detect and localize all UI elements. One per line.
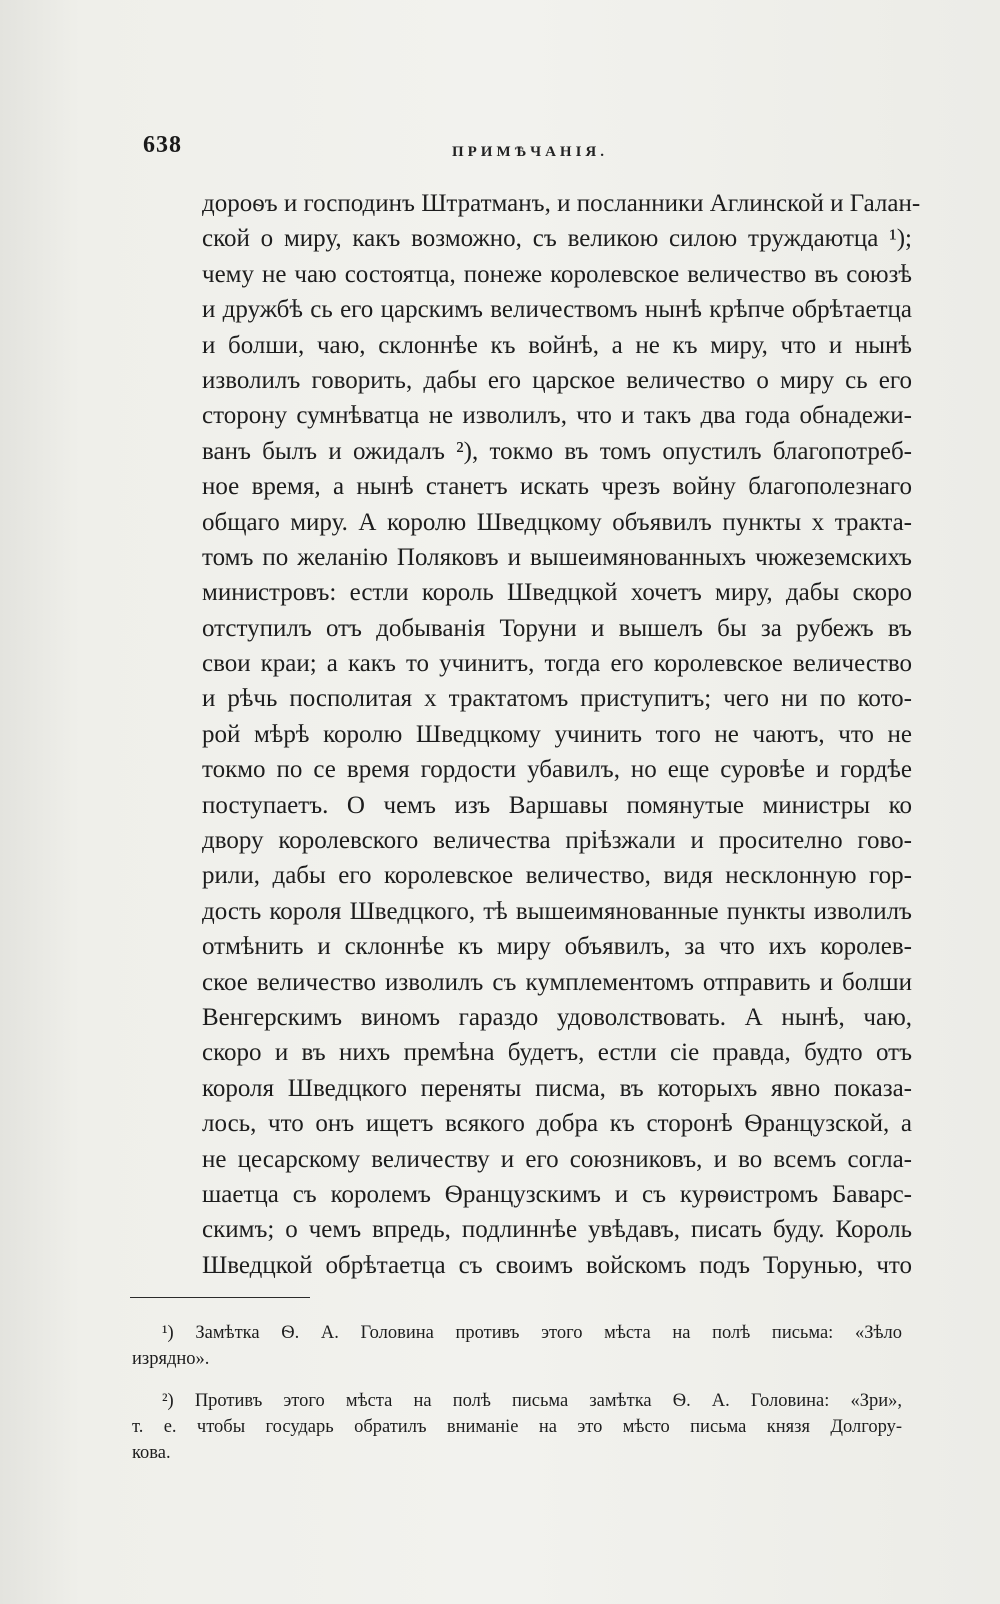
footnote-line: кова. <box>132 1443 171 1463</box>
footnote-line: изрядно». <box>132 1349 210 1369</box>
text-line: отступилъ отъ добыванія Торуни и вышелъ бы за рубежъ въ <box>202 614 912 642</box>
text-line: дороѳъ и господинъ Штратманъ, и посланники Аглинской и Галан- <box>202 190 921 217</box>
text-line: Венгерскимъ виномъ гараздо удоволствовать. А нынѣ, чаю, <box>202 1003 912 1031</box>
text-line: ское величество изволилъ съ кумплементомъ отправить и болши <box>202 968 912 996</box>
text-line: токмо по се время гордости убавилъ, но еще суровѣе и гордѣе <box>202 756 912 784</box>
text-line: рой мѣрѣ королю Шведцкому учинить того не чаютъ, что не <box>202 720 912 748</box>
text-line: дость короля Шведцкого, тѣ вышеимянованные пункты изволилъ <box>202 897 912 925</box>
text-line: отмѣнить и склоннѣе къ миру объявилъ, за что ихъ королев- <box>202 933 912 961</box>
text-line: шаетца съ королемъ Ѳранцузскимъ и съ курѳистромъ Баварс- <box>202 1180 912 1208</box>
text-line: скоро и въ нихъ премѣна будетъ, естли сіе правда, будто отъ <box>202 1039 912 1067</box>
text-line: не цесарскому величеству и его союзниковъ, и во всемъ согла- <box>202 1145 912 1173</box>
text-line: изволилъ говорить, дабы его царское величество о миру сь его <box>202 366 912 394</box>
text-line: министровъ: естли король Шведцкой хочетъ миру, дабы скоро <box>202 579 912 607</box>
footnotes <box>132 1320 902 1466</box>
text-line: ской о миру, какъ возможно, съ великою силою труждаютца ¹); <box>202 225 912 253</box>
text-line: поступаетъ. О чемъ изъ Варшавы помянутые министры ко <box>202 791 912 819</box>
footnote-divider <box>130 1297 310 1298</box>
footnote-1 <box>132 1320 902 1372</box>
footnote-line: ¹) Замѣтка Ѳ. А. Головина противъ этого мѣста на полѣ письма: «Зѣло <box>162 1323 902 1343</box>
text-line: общаго миру. А королю Шведцкому объявилъ пункты х тракта- <box>202 508 912 536</box>
text-line: томъ по желанію Поляковъ и вышеимянованныхъ чюжеземскихъ <box>202 543 912 571</box>
footnote-2 <box>132 1388 902 1466</box>
text-line: свои краи; а какъ то учинитъ, тогда его королевское величество <box>202 650 912 678</box>
text-line: Шведцкой обрѣтаетца съ своимъ войскомъ подъ Торунью, что <box>202 1251 912 1279</box>
text-line: ное время, а нынѣ станетъ искать чрезъ войну благополезнаго <box>202 473 912 501</box>
text-line: и болши, чаю, склоннѣе къ войнѣ, а не къ миру, что и нынѣ <box>202 331 912 359</box>
text-line: рили, дабы его королевское величество, видя несклонную гор- <box>202 862 912 890</box>
text-line: сторону сумнѣватца не изволилъ, что и такъ два года обнадежи- <box>202 402 912 430</box>
running-title: ПРИМѢЧАНІЯ. <box>451 144 609 160</box>
footnote-line: т. е. чтобы государь обратилъ вниманіе на это мѣсто письма князя Долгору- <box>132 1417 902 1437</box>
text-line: двору королевского величества пріѣзжали и просително гово- <box>202 827 912 855</box>
page-number: 638 <box>143 132 182 158</box>
text-line: чему не чаю состоятца, понеже королевское величество въ союзѣ <box>202 260 912 288</box>
text-line: ванъ былъ и ожидалъ ²), токмо въ томъ опустилъ благопотреб- <box>202 437 912 465</box>
text-line: короля Шведцкого переняты писма, въ которыхъ явно показа- <box>202 1074 912 1102</box>
main-text <box>202 186 921 1283</box>
text-line: и рѣчь посполитая х трактатомъ приступитъ; чего ни по кото- <box>202 685 912 713</box>
text-line: и дружбѣ сь его царскимъ величествомъ нынѣ крѣпче обрѣтаетца <box>202 296 912 324</box>
text-line: скимъ; о чемъ впредь, подлиннѣе увѣдавъ, писать буду. Король <box>202 1216 912 1244</box>
footnote-line: ²) Противъ этого мѣста на полѣ письма замѣтка Ѳ. А. Головина: «Зри», <box>162 1391 902 1411</box>
text-line: лось, что онъ ищетъ всякого добра къ сторонѣ Ѳранцузской, а <box>202 1110 912 1138</box>
